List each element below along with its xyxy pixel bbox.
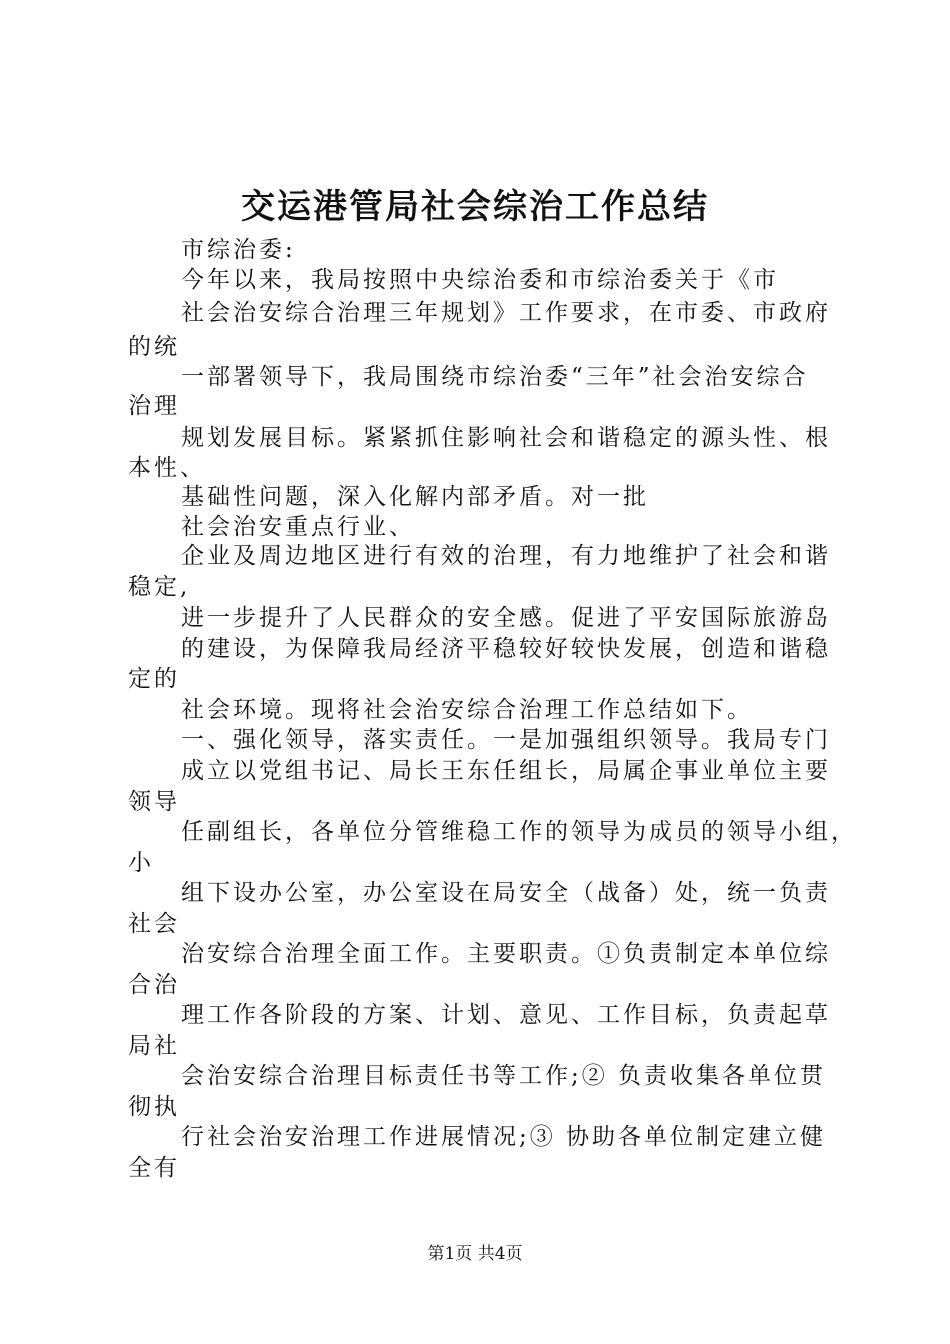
document-title: 交运港管局社会综治工作总结 bbox=[241, 187, 709, 227]
text-line: 定的 bbox=[128, 666, 180, 692]
text-line: 社会环境。现将社会治安综合治理工作总结如下。 bbox=[181, 697, 753, 723]
text-line: 社会治安重点行业、 bbox=[181, 514, 415, 540]
text-line: 合治 bbox=[128, 972, 180, 998]
text-line: 的统 bbox=[128, 334, 180, 360]
text-line: 行社会治安治理工作进展情况;③ 协助各单位制定建立健 bbox=[181, 1124, 827, 1150]
text-line: 治理 bbox=[128, 393, 180, 419]
text-line: 今年以来，我局按照中央综治委和市综治委关于《市 bbox=[181, 267, 779, 293]
text-line: 全有 bbox=[128, 1155, 180, 1181]
text-line: 会治安综合治理目标责任书等工作;② 负责收集各单位贯 bbox=[181, 1063, 827, 1089]
page-number-footer: 第1页 共4页 bbox=[427, 1244, 523, 1264]
text-line: 市综治委: bbox=[181, 237, 296, 263]
text-line: 小 bbox=[128, 850, 154, 876]
text-line: 理工作各阶段的方案、计划、意见、工作目标，负责起草 bbox=[181, 1002, 831, 1028]
text-line: 稳定, bbox=[128, 574, 191, 600]
text-line: 一部署领导下，我局围绕市综治委“三年”社会治安综合 bbox=[181, 364, 809, 390]
text-line: 局社 bbox=[128, 1033, 180, 1059]
text-line: 本性、 bbox=[128, 455, 206, 481]
text-line: 社会治安综合治理三年规划》工作要求，在市委、市政府 bbox=[181, 300, 831, 326]
text-line: 任副组长，各单位分管维稳工作的领导为成员的领导小组， bbox=[181, 819, 857, 845]
text-line: 进一步提升了人民群众的安全感。促进了平安国际旅游岛 bbox=[181, 605, 831, 631]
text-line: 规划发展目标。紧紧抓住影响社会和谐稳定的源头性、根 bbox=[181, 425, 831, 451]
text-line: 领导 bbox=[128, 789, 180, 815]
text-line: 基础性问题，深入化解内部矛盾。对一批 bbox=[181, 484, 649, 510]
text-line: 的建设，为保障我局经济平稳较好较快发展，创造和谐稳 bbox=[181, 636, 831, 662]
text-line: 社会 bbox=[128, 911, 180, 937]
text-line: 企业及周边地区进行有效的治理，有力地维护了社会和谐 bbox=[181, 543, 831, 569]
text-line: 彻执 bbox=[128, 1094, 180, 1120]
text-line: 组下设办公室，办公室设在局安全（战备）处，统一负责 bbox=[181, 880, 831, 906]
text-line: 治安综合治理全面工作。主要职责。①负责制定本单位综 bbox=[181, 941, 831, 967]
text-line: 成立以党组书记、局长王东任组长，局属企事业单位主要 bbox=[181, 758, 831, 784]
text-line: 一、强化领导，落实责任。一是加强组织领导。我局专门 bbox=[181, 727, 831, 753]
